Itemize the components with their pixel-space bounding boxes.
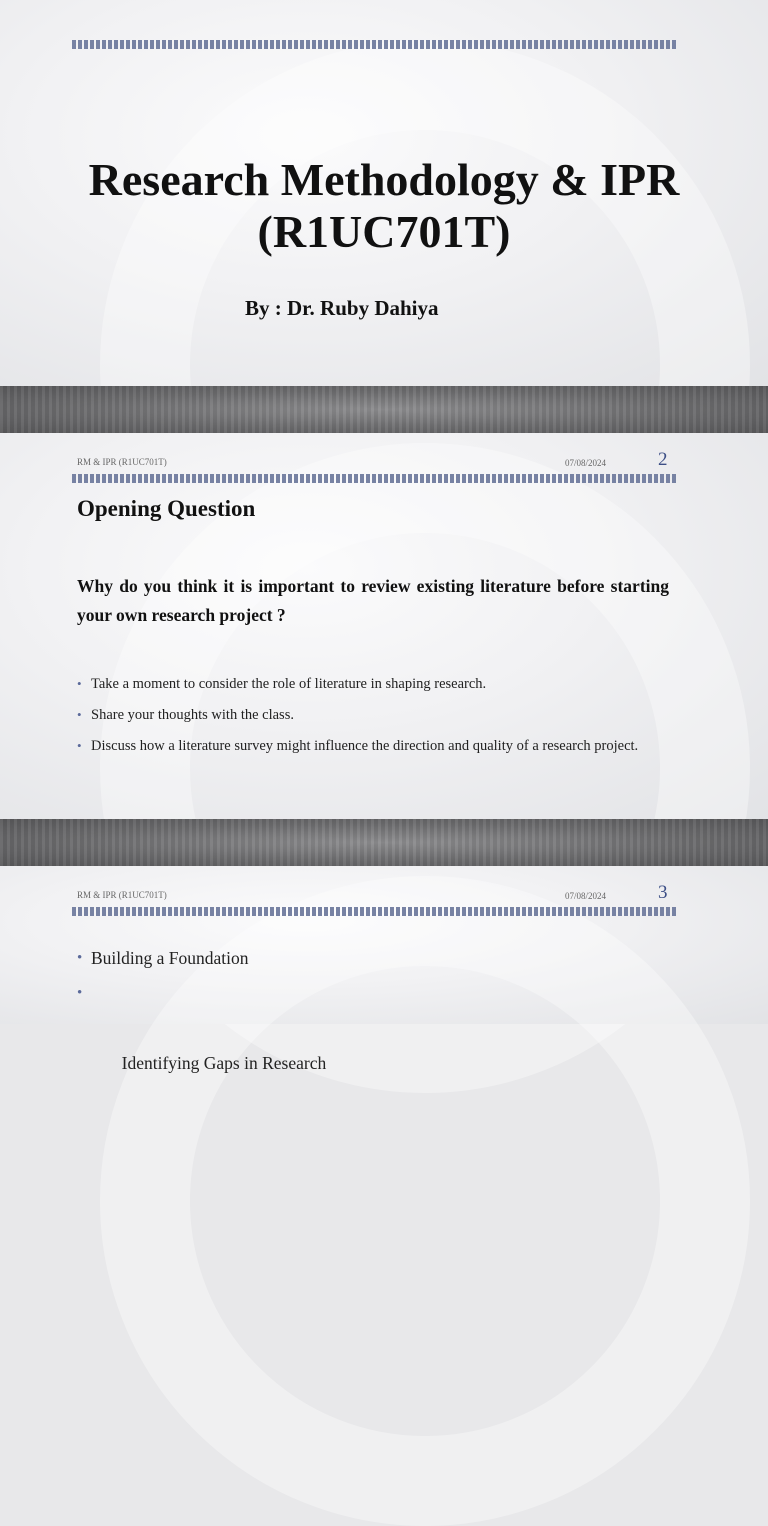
course-code-header: RM & IPR (R1UC701T) (77, 457, 167, 467)
header-stripe (72, 474, 676, 483)
slide-divider (0, 386, 768, 433)
bullet-dot-icon: • (77, 950, 83, 966)
bullet-list (77, 941, 677, 1116)
bullet-dot-icon: • (77, 676, 82, 691)
bullet-dot-icon: • (77, 985, 83, 1001)
author-byline: By : Dr. Ruby Dahiya (245, 296, 439, 320)
list-item (77, 734, 651, 758)
list-item-text: Discuss how a literature survey might influence the direction and quality of a research project. (91, 738, 639, 754)
list-item (77, 976, 677, 1116)
list-item-text: Share your thoughts with the class. (91, 707, 294, 723)
slide-title-line-2: (R1UC701T) (257, 206, 511, 257)
slide-date: 07/08/2024 (565, 891, 607, 901)
slide-3 (0, 866, 768, 1073)
list-item-text: Identifying Gaps in Research (117, 1053, 327, 1073)
list-item (77, 703, 677, 727)
bullet-list (77, 672, 677, 758)
course-code-header: RM & IPR (R1UC701T) (77, 890, 167, 900)
page-number: 3 (658, 882, 668, 903)
list-item (77, 941, 677, 976)
list-item (77, 672, 677, 696)
bullet-dot-icon: • (77, 738, 82, 753)
header-stripe (72, 40, 676, 49)
opening-question: Why do you think it is important to review existing literature before starting your own research project ? (77, 576, 669, 625)
slide-1 (0, 0, 768, 386)
header-stripe (72, 907, 676, 916)
list-item-text: Building a Foundation (91, 948, 249, 968)
list-item-text: Take a moment to consider the role of literature in shaping research. (91, 676, 487, 692)
slide-divider (0, 819, 768, 866)
slide-title-line-1: Research Methodology & IPR (88, 154, 680, 205)
slide-2 (0, 433, 768, 819)
page-number: 2 (658, 449, 668, 470)
slide-heading: Opening Question (77, 496, 256, 521)
slide-date: 07/08/2024 (565, 458, 607, 468)
bullet-dot-icon: • (77, 707, 82, 722)
